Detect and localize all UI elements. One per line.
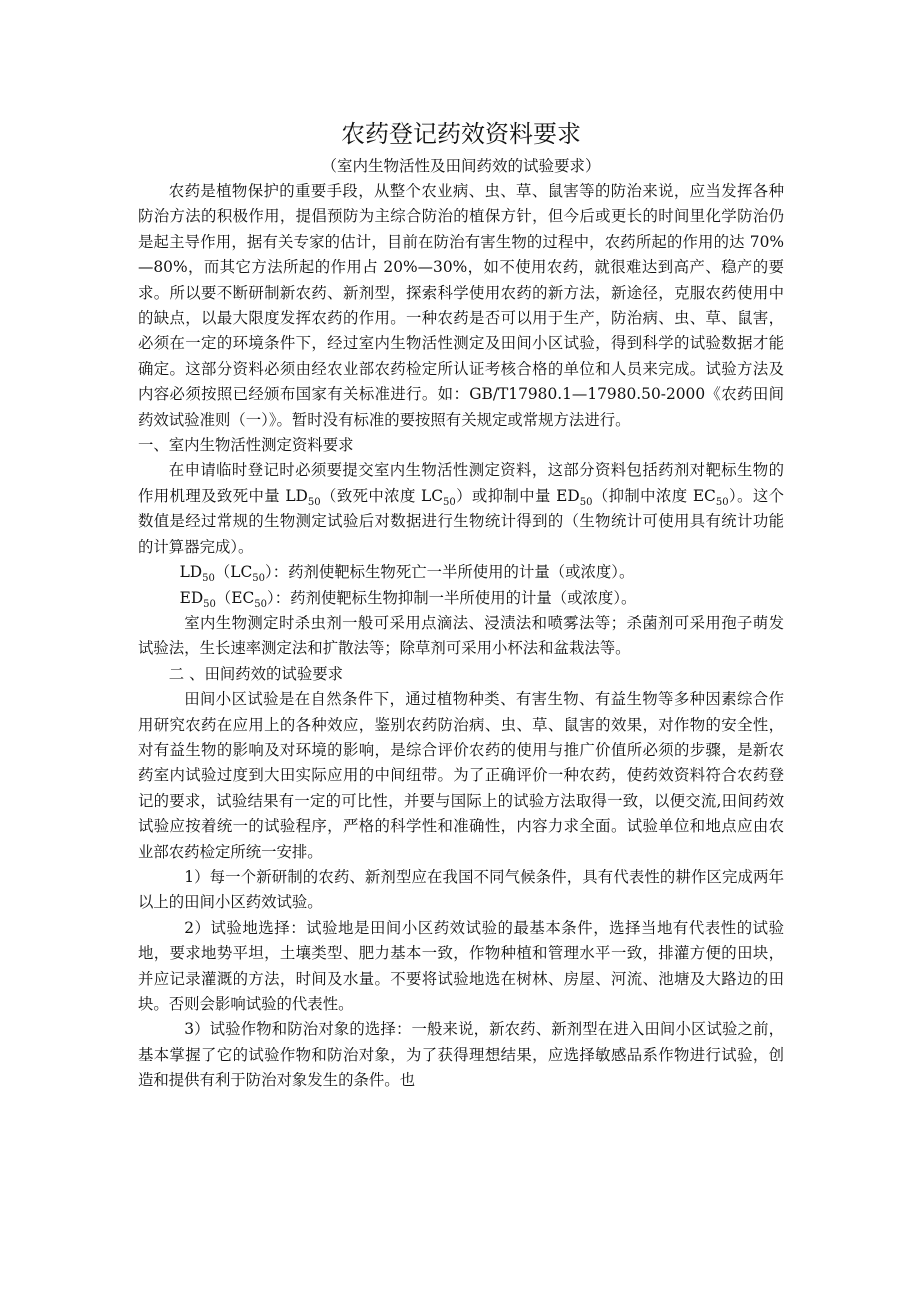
text-run: ）：药剂使靶标生物抑制一半所使用的计量（或浓度）。 xyxy=(267,588,637,607)
text-run: ）。这个数值是经过常规的生物测定试验后对数据进行生物统计得到的（生物统计可使用具有统计功能的计算器完成）。 xyxy=(138,486,784,556)
subscript: 50 xyxy=(443,496,456,508)
section2-paragraph: 田间小区试验是在自然条件下，通过植物种类、有害生物、有益生物等多种因素综合作用研究农药在应用上的各种效应，鉴别农药防治病、虫、草、鼠害的效果，对作物的安全性，对有益生物的影响及对环境的影响，是综合评价农药的使用与推广价值所必须的步骤，是新农药室内试验过度到大田实际应用的中间纽带。为了正确评价一种农药，使药效资料符合农药登记的要求，试验结果有一定的可比性，并要与国际上的试验方法取得一致，以便交流,田间药效试验应按着统一的试验程序，严格的科学性和准确性，内容力求全面。试验单位和地点应由农业部农药检定所统一安排。 xyxy=(138,690,784,861)
text-run: （LC xyxy=(214,563,253,582)
document-subtitle: （室内生物活性及田间药效的试验要求） xyxy=(321,157,601,175)
subscript: 50 xyxy=(254,598,268,610)
list-item-2: 2）试验地选择：试验地是田间小区药效试验的最基本条件，选择当地有代表性的试验地，要求地势平坦，土壤类型、肥力基本一致，作物种植和管理水平一致，排灌方便的田块，并应记录灌溉的方法，时间及水量。不要将试验地选在树林、房屋、河流、池塘及大路边的田块。否则会影响试验的代表性。 xyxy=(138,918,784,1013)
text-run: ）或抑制中量 ED xyxy=(455,486,580,505)
text-run: ED xyxy=(179,588,204,607)
intro-paragraph: 农药是植物保护的重要手段，从整个农业病、虫、草、鼠害等的防治来说，应当发挥各种防治方法的积极作用，提倡预防为主综合防治的植保方针，但今后或更长的时间里化学防治仍是起主导作用，据有关专家的估计，目前在防治有害生物的过程中，农药所起的作用的达 70%—80%，而其它方法所起的作用占 20%—30%，如不使用农药，就很难达到高产、稳产的要求。所以要不断研制新农药、新剂型，探索科学使用农药的新方法，新途径，克服农药使用中的缺点，以最大限度发挥农药的作用。一种农药是否可以用于生产，防治病、虫、草、鼠害，必须在一定的环境条件下，经过室内生物活性测定及田间小区试验，得到科学的试验数据才能确定。这部分资料必须由经农业部农药检定所认证考核合格的单位和人员来完成。试验方法及内容必须按照已经颁布国家有关标准进行。如：GB/T17980.1—17980.50-2000《农药田间药效试验准则（一）》。暂时没有标准的要按照有关规定或常规方法进行。 xyxy=(138,182,784,429)
text-run: 在申请临时登记时必须要提交室内生物活性测定资料，这部分资料包括药剂对靶标生物的作用机理及致死中量 LD xyxy=(138,461,784,505)
text-run: （致死中浓度 LC xyxy=(320,486,444,505)
subscript: 50 xyxy=(579,496,593,508)
text-run: LD xyxy=(179,563,203,582)
section1-methods-paragraph: 室内生物测定时杀虫剂一般可采用点滴法、浸渍法和喷雾法等；杀菌剂可采用孢子萌发试验法，生长速率测定法和扩散法等；除草剂可采用小杯法和盆栽法等。 xyxy=(138,613,784,658)
section1-paragraph xyxy=(138,458,784,560)
definition-ed50 xyxy=(138,586,784,611)
text-run: （抑制中浓度 EC xyxy=(592,486,716,505)
section1-heading: 一、室内生物活性测定资料要求 xyxy=(138,436,354,455)
list-item-3: 3）试验作物和防治对象的选择：一般来说，新农药、新剂型在进入田间小区试验之前，基本掌握了它的试验作物和防治对象，为了获得理想结果，应选择敏感品系作物进行试验，创造和提供有利于防治对象发生的条件。也 xyxy=(138,1020,784,1090)
list-item-1: 1）每一个新研制的农药、新剂型应在我国不同气候条件，具有代表性的耕作区完成两年以上的田间小区药效试验。 xyxy=(138,867,784,912)
subscript: 50 xyxy=(307,496,321,508)
document-page xyxy=(138,118,784,1094)
definition-ld50 xyxy=(138,560,784,585)
subscript: 50 xyxy=(202,573,215,585)
subscript: 50 xyxy=(715,496,729,508)
text-run: ）：药剂使靶标生物死亡一半所使用的计量（或浓度）。 xyxy=(265,563,635,582)
text-run: （EC xyxy=(215,588,255,607)
subscript: 50 xyxy=(252,573,265,585)
subscript: 50 xyxy=(203,598,216,610)
section2-heading: 二 、田间药效的试验要求 xyxy=(168,664,343,683)
document-title: 农药登记药效资料要求 xyxy=(341,120,581,148)
